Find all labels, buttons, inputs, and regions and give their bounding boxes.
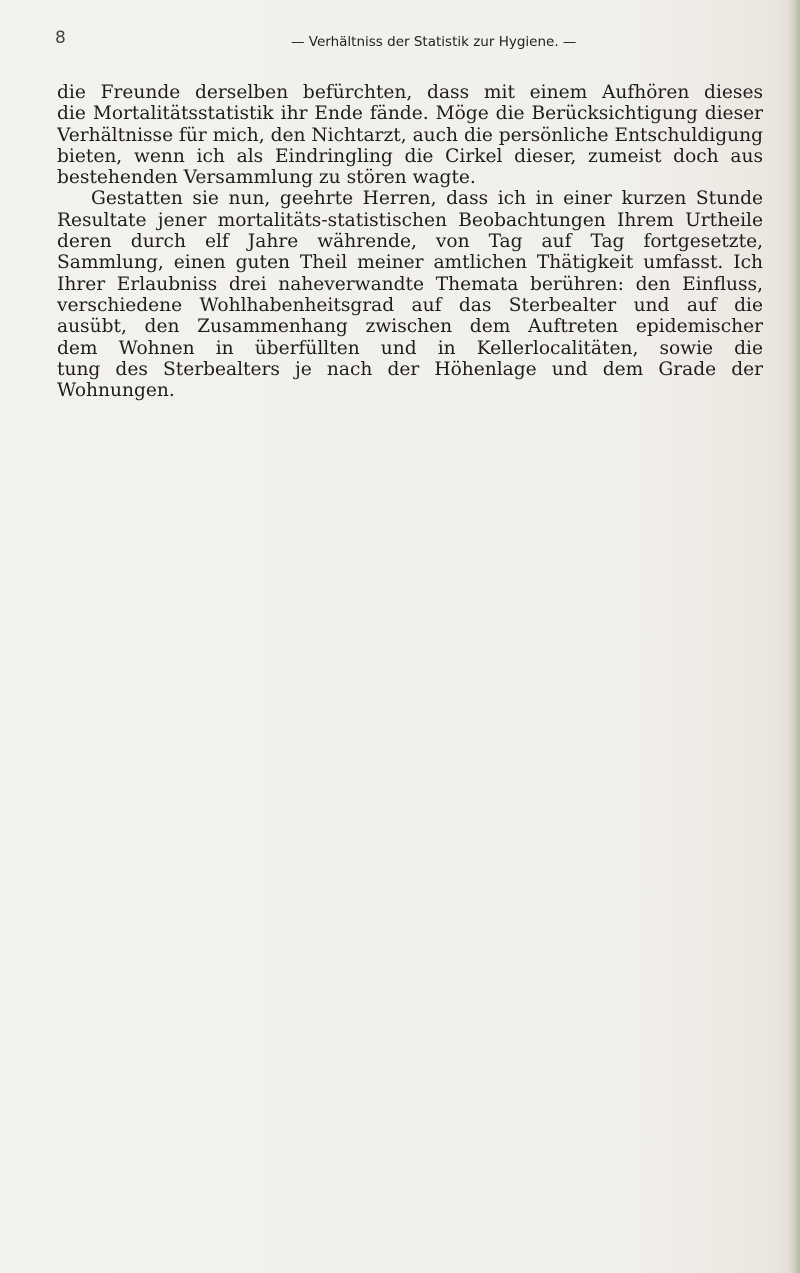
page-edge-shadow xyxy=(788,0,800,1273)
text-line: verschiedene Wohlhabenheitsgrad auf das Sterbealter und auf die xyxy=(57,294,763,316)
text-line: dem Wohnen in überfüllten und in Kellerlocalitäten, sowie die xyxy=(57,337,763,359)
text-line: bieten, wenn ich als Eindringling die Cirkel dieser, zumeist doch aus xyxy=(57,145,763,167)
text-line: tung des Sterbealters je nach der Höhenlage und dem Grade der xyxy=(57,358,763,380)
body-text xyxy=(57,82,763,401)
text-line: Ihrer Erlaubniss drei naheverwandte Themata berühren: den Einfluss, xyxy=(57,273,763,295)
paragraph-2 xyxy=(57,188,763,401)
text-line: Wohnungen. xyxy=(57,380,175,402)
text-line: Resultate jener mortalitäts-statistischen Beobachtungen Ihrem Urtheile xyxy=(57,209,763,231)
page-header xyxy=(55,28,745,58)
paragraph-1 xyxy=(57,82,763,188)
running-head: — Verhältniss der Statistik zur Hygiene. — xyxy=(291,34,577,50)
text-line: bestehenden Versammlung zu stören wagte. xyxy=(57,167,476,189)
text-line: Gestatten sie nun, geehrte Herren, dass ich in einer kurzen Stunde xyxy=(91,188,763,210)
text-line: ausübt, den Zusammenhang zwischen dem Auftreten epidemischer xyxy=(57,316,763,338)
text-line: Sammlung, einen guten Theil meiner amtlichen Thätigkeit umfasst. Ich xyxy=(57,252,763,274)
text-line: deren durch elf Jahre währende, von Tag auf Tag fortgesetzte, xyxy=(57,231,763,253)
text-line: Verhältnisse für mich, den Nichtarzt, auch die persönliche Entschuldigung xyxy=(57,124,763,146)
text-line: die Mortalitätsstatistik ihr Ende fände. Möge die Berücksichtigung dieser xyxy=(57,103,763,125)
text-line: die Freunde derselben befürchten, dass mit einem Aufhören dieses xyxy=(57,82,763,103)
page-number: 8 xyxy=(55,28,66,48)
